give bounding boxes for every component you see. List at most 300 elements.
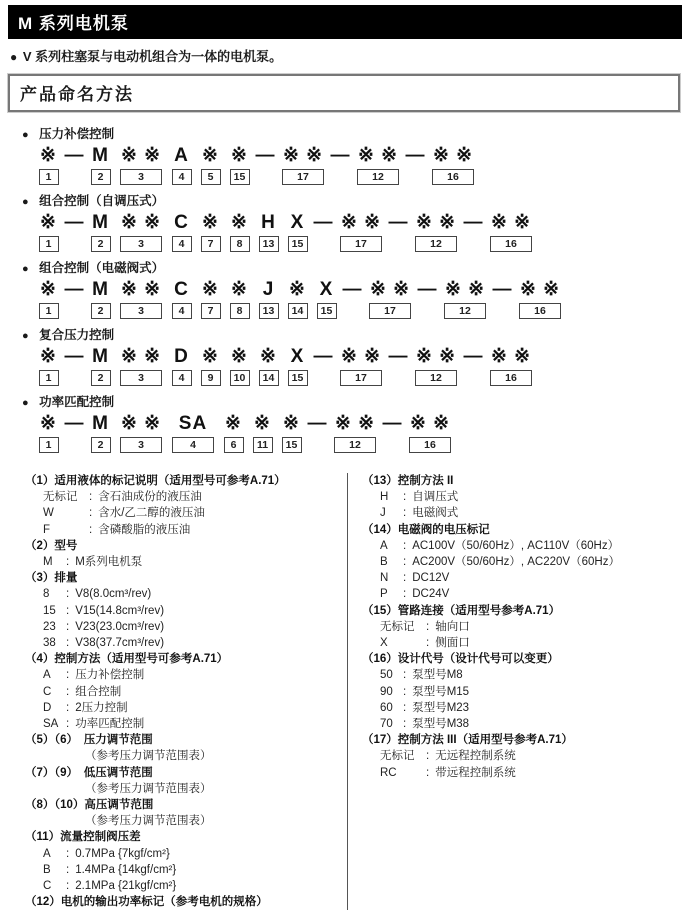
legend-line [362,522,700,538]
legend-line [25,846,347,862]
legend-key: X [380,637,388,650]
code-segment [88,211,113,252]
legend-separator: : [66,701,70,714]
code-segment [88,345,113,386]
legend-line [25,862,347,878]
code-segment [169,211,194,252]
legend-text: 含石油成份的液压油 [98,491,202,504]
code-symbol: — [463,212,484,233]
code-box-number: 15 [288,236,308,252]
legend-separator: : [66,588,70,601]
code-box-number: 17 [340,370,382,386]
code-box-number: 13 [259,236,279,252]
legend-key: A [43,669,51,682]
code-segment [36,144,61,185]
legend-line [362,554,700,570]
code-box-number: 3 [120,236,162,252]
diagram-compound-pressure [22,327,700,386]
code-symbol: — [417,279,438,300]
code-symbol: — [388,346,409,367]
code-segment [256,278,281,319]
code-symbol: A [174,145,189,166]
code-segment [314,345,333,386]
code-symbol: — [255,145,276,166]
code-box-number: 8 [230,236,250,252]
code-box-number: 16 [432,169,474,185]
legend-key: 8 [43,588,50,601]
legend-text: 含磷酸脂的液压油 [98,523,191,536]
code-symbol: ※ ※ [282,145,324,166]
code-segment [487,211,535,252]
code-segment [285,278,310,319]
code-box-number: 3 [120,437,162,453]
intro-text: V 系列柱塞泵与电动机组合为一体的电机泵。 [22,49,283,64]
legend-text: AC200V（50/60Hz）, AC220V（60Hz） [412,556,620,569]
code-segment [36,278,61,319]
code-segment [412,345,460,386]
code-symbol: ※ ※ [120,212,162,233]
code-box-number: 3 [120,370,162,386]
legend-key: B [380,556,388,569]
legend-key: SA [43,718,59,731]
code-symbol: ※ ※ [490,346,532,367]
code-box-number: 13 [259,303,279,319]
legend-line [362,667,700,683]
code-box-number: 11 [253,437,273,453]
code-box-number: 1 [39,236,59,252]
legend-text: 电磁阀式 [412,507,459,520]
legend-separator: : [403,718,407,731]
legend-text: （11）流量控制阀压差 [25,831,141,844]
code-box-number: 2 [91,236,111,252]
code-segment [383,412,402,453]
legend-line [362,732,700,748]
legend-key: J [380,507,386,520]
legend-text: （17）控制方法 III（适用型号参考A.71） [362,734,573,747]
code-symbol: ※ ※ [409,413,451,434]
code-box-number: 2 [91,303,111,319]
code-symbol: ※ ※ [357,145,399,166]
legend-text: 功率匹配控制 [75,718,145,731]
code-box-number: 16 [490,370,532,386]
legend-separator: : [66,847,70,860]
diagram-label-text: 组合控制（自调压式） [39,194,165,208]
code-segment [198,278,223,319]
legend-key: A [43,847,51,860]
legend-text: 含水/乙二醇的液压油 [98,507,205,520]
code-segment [117,211,165,252]
code-box-number: 1 [39,370,59,386]
code-box-number: 16 [490,236,532,252]
code-symbol: — [405,145,426,166]
legend-line [25,797,347,813]
code-symbol: — [64,212,85,233]
code-box-number: 12 [415,236,457,252]
code-box-number: 5 [201,169,221,185]
legend-separator: : [89,507,93,520]
code-symbol: ※ ※ [334,413,376,434]
legend-text: V15(14.8cm³/rev) [75,604,165,617]
legend-separator: : [403,701,407,714]
code-symbol: — [330,145,351,166]
model-code-row [36,412,700,453]
code-box-number: 17 [369,303,411,319]
legend-line [362,489,700,505]
code-segment [250,412,275,453]
code-box-number: 9 [201,370,221,386]
legend-line [362,635,700,651]
legend-text: （2）型号 [25,539,78,552]
code-symbol: ※ [260,346,277,367]
legend-separator: : [66,685,70,698]
code-box-number: 4 [172,236,192,252]
legend-text: 泵型号M38 [412,718,470,731]
code-symbol: ※ [202,145,219,166]
code-symbol: M [92,212,109,233]
code-symbol: J [262,279,275,300]
code-box-number: 2 [91,169,111,185]
code-box-number: 15 [317,303,337,319]
code-segment [418,278,437,319]
code-box-number: 2 [91,370,111,386]
legend-text: （5）（6） 压力调节范围 [25,734,153,747]
diagram-label [22,126,700,143]
legend-key: 无标记 [380,750,415,763]
code-symbol: ※ [40,413,57,434]
diagram-label-text: 压力补偿控制 [39,127,115,141]
code-box-number: 2 [91,437,111,453]
code-segment [36,412,61,453]
diagram-label [22,193,700,210]
code-symbol: ※ ※ [340,346,382,367]
code-symbol: — [64,413,85,434]
code-symbol: ※ [283,413,300,434]
legend-line [25,732,347,748]
code-symbol: C [174,212,189,233]
legend-key: N [380,572,389,585]
code-symbol: — [313,346,334,367]
code-symbol: ※ ※ [432,145,474,166]
legend-key: 无标记 [43,491,78,504]
legend-line [25,522,347,538]
code-segment [117,412,165,453]
diagram-combined-solenoid [22,260,700,319]
legend-text: AC100V（50/60Hz）, AC110V（60Hz） [412,539,620,552]
legend-key: C [43,880,52,893]
legend-text: （7）（9） 低压调节范围 [25,766,153,779]
code-box-number: 7 [201,236,221,252]
code-segment [285,345,310,386]
code-segment [493,278,512,319]
code-box-number: 17 [282,169,324,185]
code-segment [169,278,194,319]
legend-key: A [380,539,388,552]
code-segment [198,144,223,185]
legend-text: 自调压式 [412,491,459,504]
diagram-label [22,394,700,411]
code-segment [285,211,310,252]
bullet-icon: ● [22,263,29,275]
model-code-row [36,345,700,386]
legend-line [25,748,347,764]
legend-key: W [43,507,54,520]
legend-line [25,651,347,667]
code-segment [227,144,252,185]
legend-text: 无远程控制系统 [435,750,516,763]
code-segment [331,144,350,185]
legend-separator: : [66,863,70,876]
code-symbol: ※ [289,279,306,300]
legend-line [362,586,700,602]
code-symbol: — [64,145,85,166]
legend-separator: : [426,766,430,779]
legend-text: （8）（10）高压调节范围 [25,799,154,812]
code-box-number: 1 [39,437,59,453]
legend-key: 70 [380,718,393,731]
code-box-number: 3 [120,303,162,319]
code-box-number: 1 [39,169,59,185]
code-segment [36,345,61,386]
legend-separator: : [403,507,407,520]
legend-text: 组合控制 [75,685,122,698]
legend-key: B [43,863,51,876]
code-segment [227,278,252,319]
legend-text: （14）电磁阀的电压标记 [362,523,490,536]
code-symbol: ※ [254,413,271,434]
legend-text: 侧面口 [435,637,470,650]
code-box-number: 16 [409,437,451,453]
code-segment [169,144,194,185]
code-box-number: 7 [201,303,221,319]
code-box-number: 4 [172,370,192,386]
legend-separator: : [66,556,70,569]
legend-key: 无标记 [380,620,415,633]
code-symbol: X [319,279,334,300]
legend-text: 1.4MPa {14kgf/cm²} [75,863,177,876]
legend-key: 23 [43,620,56,633]
legend-key: H [380,491,389,504]
legend-line [362,700,700,716]
code-symbol: M [92,279,109,300]
diagram-label [22,327,700,344]
legend-separator: : [403,588,407,601]
legend-separator: : [426,637,430,650]
legend-line [25,813,347,829]
code-segment [65,211,84,252]
code-segment [88,144,113,185]
legend-text: 2压力控制 [75,701,128,714]
legend-line [362,603,700,619]
legend-key: M [43,556,53,569]
intro-line [10,46,700,65]
legend-separator: : [403,556,407,569]
code-symbol: ※ ※ [519,279,561,300]
legend-key: 90 [380,685,393,698]
code-symbol: ※ ※ [369,279,411,300]
code-segment [36,211,61,252]
legend-line [25,554,347,570]
page-title: M 系列电机泵 [8,5,682,39]
legend-line [362,684,700,700]
code-segment [429,144,477,185]
code-symbol: — [492,279,513,300]
legend-text: （1）适用液体的标记说明（适用型号可参考A.71） [25,475,286,487]
legend-text: V38(37.7cm³/rev) [75,637,165,650]
code-segment [88,278,113,319]
diagram-pressure-compensation [22,126,700,185]
code-symbol: ※ [202,346,219,367]
code-symbol: — [64,346,85,367]
legend-key: 50 [380,669,393,682]
code-symbol: ※ [202,212,219,233]
legend-line [25,716,347,732]
diagram-label [22,260,700,277]
code-box-number: 14 [259,370,279,386]
legend-line [25,586,347,602]
code-box-number: 8 [230,303,250,319]
model-code-diagrams [22,126,700,453]
code-segment [198,211,223,252]
code-symbol: ※ [231,279,248,300]
code-segment [389,345,408,386]
code-box-number: 6 [224,437,244,453]
bullet-icon: ● [22,330,29,342]
code-symbol: ※ ※ [120,413,162,434]
legend-separator: : [426,620,430,633]
code-box-number: 10 [230,370,250,386]
legend-separator: : [66,669,70,682]
code-segment [117,144,165,185]
bullet-icon: ● [22,196,29,208]
code-segment [464,345,483,386]
code-segment [65,345,84,386]
code-segment [516,278,564,319]
legend-line [25,878,347,894]
code-segment [169,412,217,453]
code-segment [227,345,252,386]
legend-line [25,505,347,521]
code-symbol: — [307,413,328,434]
code-symbol: H [261,212,276,233]
code-segment [227,211,252,252]
code-segment [279,144,327,185]
code-symbol: ※ ※ [120,279,162,300]
legend-separator: : [66,604,70,617]
legend-text: （参考压力调节范围表） [85,815,212,828]
code-symbol: M [92,145,109,166]
code-segment [65,412,84,453]
code-symbol: ※ ※ [490,212,532,233]
code-segment [117,345,165,386]
code-symbol: ※ [202,279,219,300]
code-symbol: — [463,346,484,367]
legend-text: （参考压力调节范围表） [85,782,212,795]
code-symbol: ※ [231,212,248,233]
code-symbol: X [290,346,305,367]
code-segment [366,278,414,319]
code-symbol: ※ ※ [415,212,457,233]
code-segment [406,412,454,453]
legend-separator: : [89,491,93,504]
legend-text: M系列电机泵 [75,556,143,569]
legend-line [25,829,347,845]
legend-line [25,781,347,797]
code-box-number: 12 [357,169,399,185]
legend-text: V8(8.0cm³/rev) [75,588,152,601]
code-symbol: — [382,413,403,434]
legend-key: C [43,685,52,698]
legend-line [25,538,347,554]
code-segment [331,412,379,453]
code-box-number: 12 [334,437,376,453]
model-code-row [36,211,700,252]
legend-line [25,619,347,635]
code-symbol: — [64,279,85,300]
legend-separator: : [403,491,407,504]
code-segment [221,412,246,453]
legend-line [25,473,347,489]
diagram-combined-self-regulating [22,193,700,252]
code-box-number: 4 [172,437,214,453]
legend-text: （13）控制方法 II [362,475,454,487]
legend [0,473,700,910]
legend-line [362,538,700,554]
code-segment [412,211,460,252]
bullet-icon: ● [22,129,29,141]
code-symbol: D [174,346,189,367]
legend-text: DC12V [412,572,450,585]
code-segment [88,412,113,453]
legend-separator: : [89,523,93,536]
legend-text: （16）设计代号（设计代号可以变更） [362,653,559,666]
code-segment [314,278,339,319]
legend-line [25,667,347,683]
code-segment [337,211,385,252]
code-box-number: 3 [120,169,162,185]
bullet-icon: ● [10,50,18,64]
code-segment [256,144,275,185]
code-segment [279,412,304,453]
code-symbol: X [290,212,305,233]
code-symbol: M [92,413,109,434]
code-symbol: ※ [231,145,248,166]
code-segment [337,345,385,386]
code-symbol: ※ [40,145,57,166]
legend-text: 泵型号M23 [412,701,470,714]
legend-key: P [380,588,388,601]
code-box-number: 14 [288,303,308,319]
section-title: 产品命名方法 [8,74,680,112]
code-symbol: ※ ※ [120,145,162,166]
legend-separator: : [66,718,70,731]
legend-separator: : [403,572,407,585]
code-symbol: M [92,346,109,367]
legend-line [25,603,347,619]
code-symbol: ※ [225,413,242,434]
code-segment [308,412,327,453]
code-symbol: C [174,279,189,300]
legend-line [362,716,700,732]
legend-line [25,684,347,700]
code-box-number: 16 [519,303,561,319]
legend-text: （15）管路连接（适用型号参考A.71） [362,604,561,617]
legend-separator: : [403,539,407,552]
code-symbol: ※ ※ [415,346,457,367]
legend-separator: : [426,750,430,763]
model-code-row [36,278,700,319]
code-box-number: 15 [282,437,302,453]
legend-key: RC [380,766,397,779]
